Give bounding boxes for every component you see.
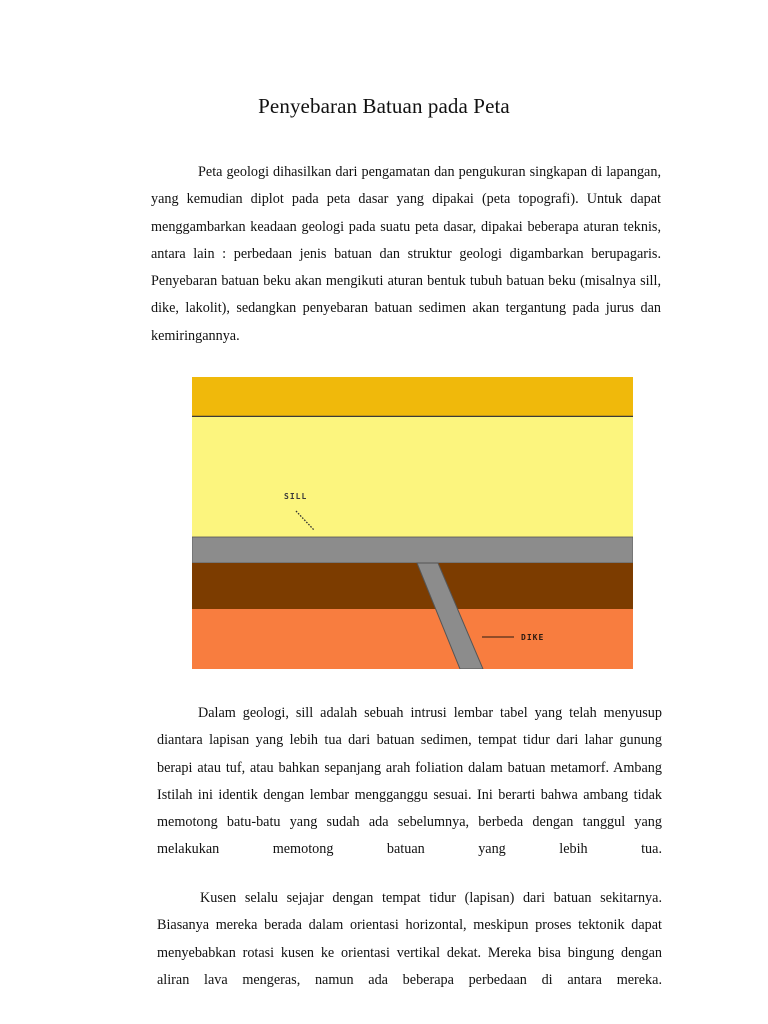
paragraph-sill-orientation: Kusen selalu sejajar dengan tempat tidur (lapisan) dari batuan sekitarnya. Biasanya mereka berada dalam orientasi horizontal, meskipun proses tektonik dapat menyebabkan rotasi kusen ke orientasi vertikal dekat. Mereka bisa bingung dengan aliran lava mengeras, namun ada beberapa perbedaan di antara mereka.: [157, 890, 662, 988]
page-title: Penyebaran Batuan pada Peta: [258, 94, 510, 118]
paragraph-intro: Peta geologi dihasilkan dari pengamatan dan pengukuran singkapan di lapangan, yang kemudian diplot pada peta dasar yang dipakai (peta topografi). Untuk dapat menggambarkan keadaan geologi pada suatu peta dasar, dipakai beberapa aturan teknis, antara lain : perbedaan jenis batuan dan struktur geologi digambarkan berupagaris. Penyebaran batuan beku akan mengikuti aturan bentuk tubuh batuan beku (misalnya sill, dike, lakolit), sedangkan penyebaran batuan sedimen akan tergantung pada jurus dan kemiringannya.: [151, 164, 661, 344]
orange-rock-layer: [192, 609, 633, 669]
geology-cross-section-figure: [192, 377, 633, 669]
brown-rock-layer: [192, 563, 633, 609]
sill-intrusion: [192, 537, 633, 563]
top-rock-layer: [192, 377, 633, 416]
sill-label: SILL: [284, 492, 308, 501]
light-rock-layer: [192, 417, 633, 537]
paragraph-sill-definition: Dalam geologi, sill adalah sebuah intrusi lembar tabel yang telah menyusup diantara lapisan yang lebih tua dari batuan sedimen, tempat tidur dari lahar gunung berapi atau tuf, atau bahkan sepanjang arah foliation dalam batuan metamorf. Ambang Istilah ini identik dengan lembar mengganggu sesuai. Ini berarti bahwa ambang tidak memotong batu-batu yang sudah ada sebelumnya, berbeda dengan tanggul yang melakukan memotong batuan yang lebih tua.: [157, 705, 662, 858]
dike-label: DIKE: [521, 633, 545, 642]
